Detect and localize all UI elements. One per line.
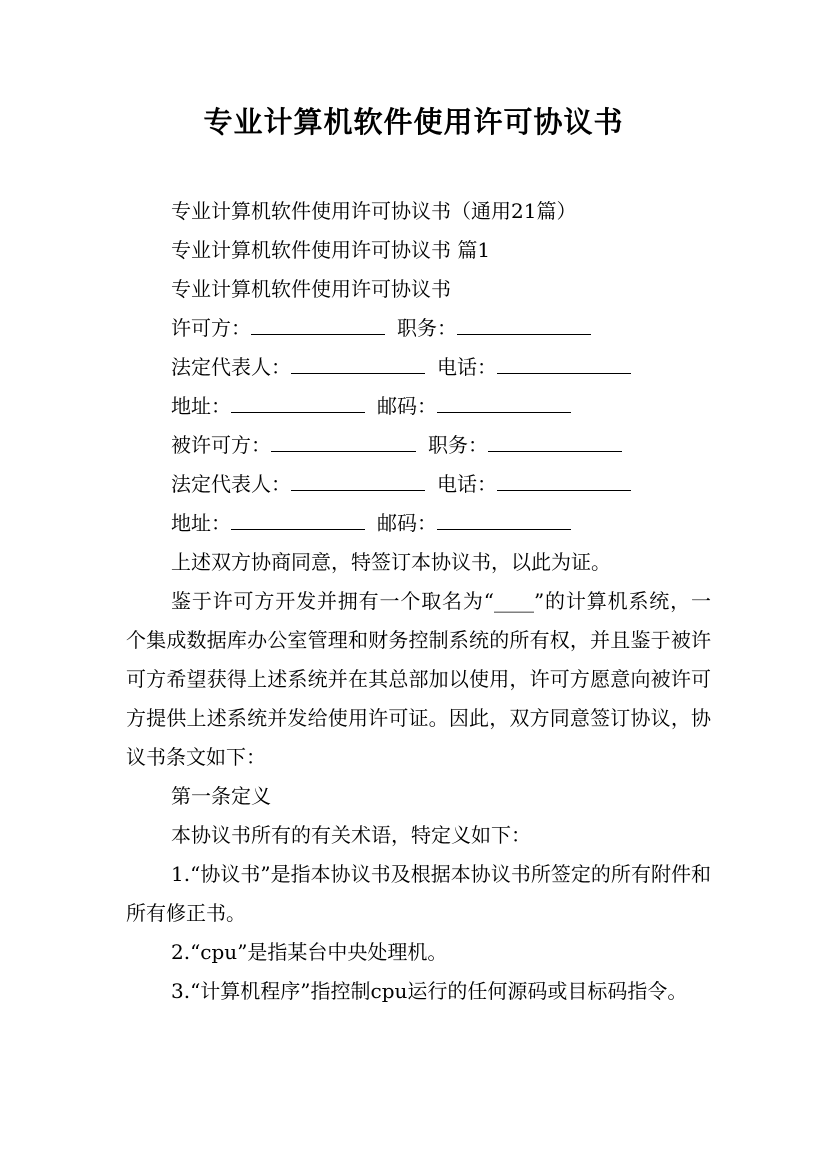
licensee-postcode-blank [437,507,571,530]
article1-title: 第一条定义 [171,784,271,808]
heading-general: 专业计算机软件使用许可协议书（通用21篇） [171,199,577,223]
licensee-address-blank [231,507,365,530]
document-title: 专业计算机软件使用许可协议书 [203,105,624,139]
licensor-postcode-label: 邮码： [377,394,437,418]
licensee-position-label: 职务： [428,433,488,457]
licensor-rep-blank [291,351,425,374]
definition-2: 2.“cpu”是指某台中央处理机。 [171,940,448,964]
licensee-rep-row [126,465,711,504]
licensee-rep-label: 法定代表人： [171,472,291,496]
licensor-rep-label: 法定代表人： [171,355,291,379]
licensee-party-blank [271,429,416,452]
licensor-rep-row [126,348,711,387]
licensor-party-blank [251,312,385,335]
agreement-statement: 上述双方协商同意，特签订本协议书，以此为证。 [171,550,611,574]
heading-doc: 专业计算机软件使用许可协议书 [171,277,451,301]
definition-1: 1.“协议书”是指本协议书及根据本协议书所签定的所有附件和所有修正书。 [126,862,711,925]
licensee-address-row [126,504,711,543]
licensee-postcode-label: 邮码： [377,511,437,535]
licensor-address-blank [231,390,365,413]
document-body [126,192,711,1011]
licensee-address-label: 地址： [171,511,231,535]
definition-3: 3.“计算机程序”指控制cpu运行的任何源码或目标码指令。 [171,979,688,1003]
licensee-position-blank [488,429,622,452]
licensor-party-label: 许可方： [171,316,251,340]
licensor-phone-label: 电话： [437,355,497,379]
article1-intro: 本协议书所有的有关术语，特定义如下： [171,823,531,847]
licensee-rep-blank [291,468,425,491]
licensor-position-blank [457,312,591,335]
preamble-paragraph: 鉴于许可方开发并拥有一个取名为“____”的计算机系统，一个集成数据库办公室管理和财务控制系统的所有权，并且鉴于被许可方希望获得上述系统并在其总部加以使用，许可方愿意向被许可方提供上述系统并发给使用许可证。因此，双方同意签订协议，协议书条文如下： [126,589,711,769]
licensee-party-row [126,426,711,465]
licensor-phone-blank [497,351,631,374]
licensee-phone-label: 电话： [437,472,497,496]
licensor-postcode-blank [437,390,571,413]
licensee-phone-blank [497,468,631,491]
licensee-party-label: 被许可方： [171,433,271,457]
heading-part: 专业计算机软件使用许可协议书 篇1 [171,238,491,262]
licensor-position-label: 职务： [397,316,457,340]
licensor-address-label: 地址： [171,394,231,418]
licensor-address-row [126,387,711,426]
licensor-party-row [126,309,711,348]
